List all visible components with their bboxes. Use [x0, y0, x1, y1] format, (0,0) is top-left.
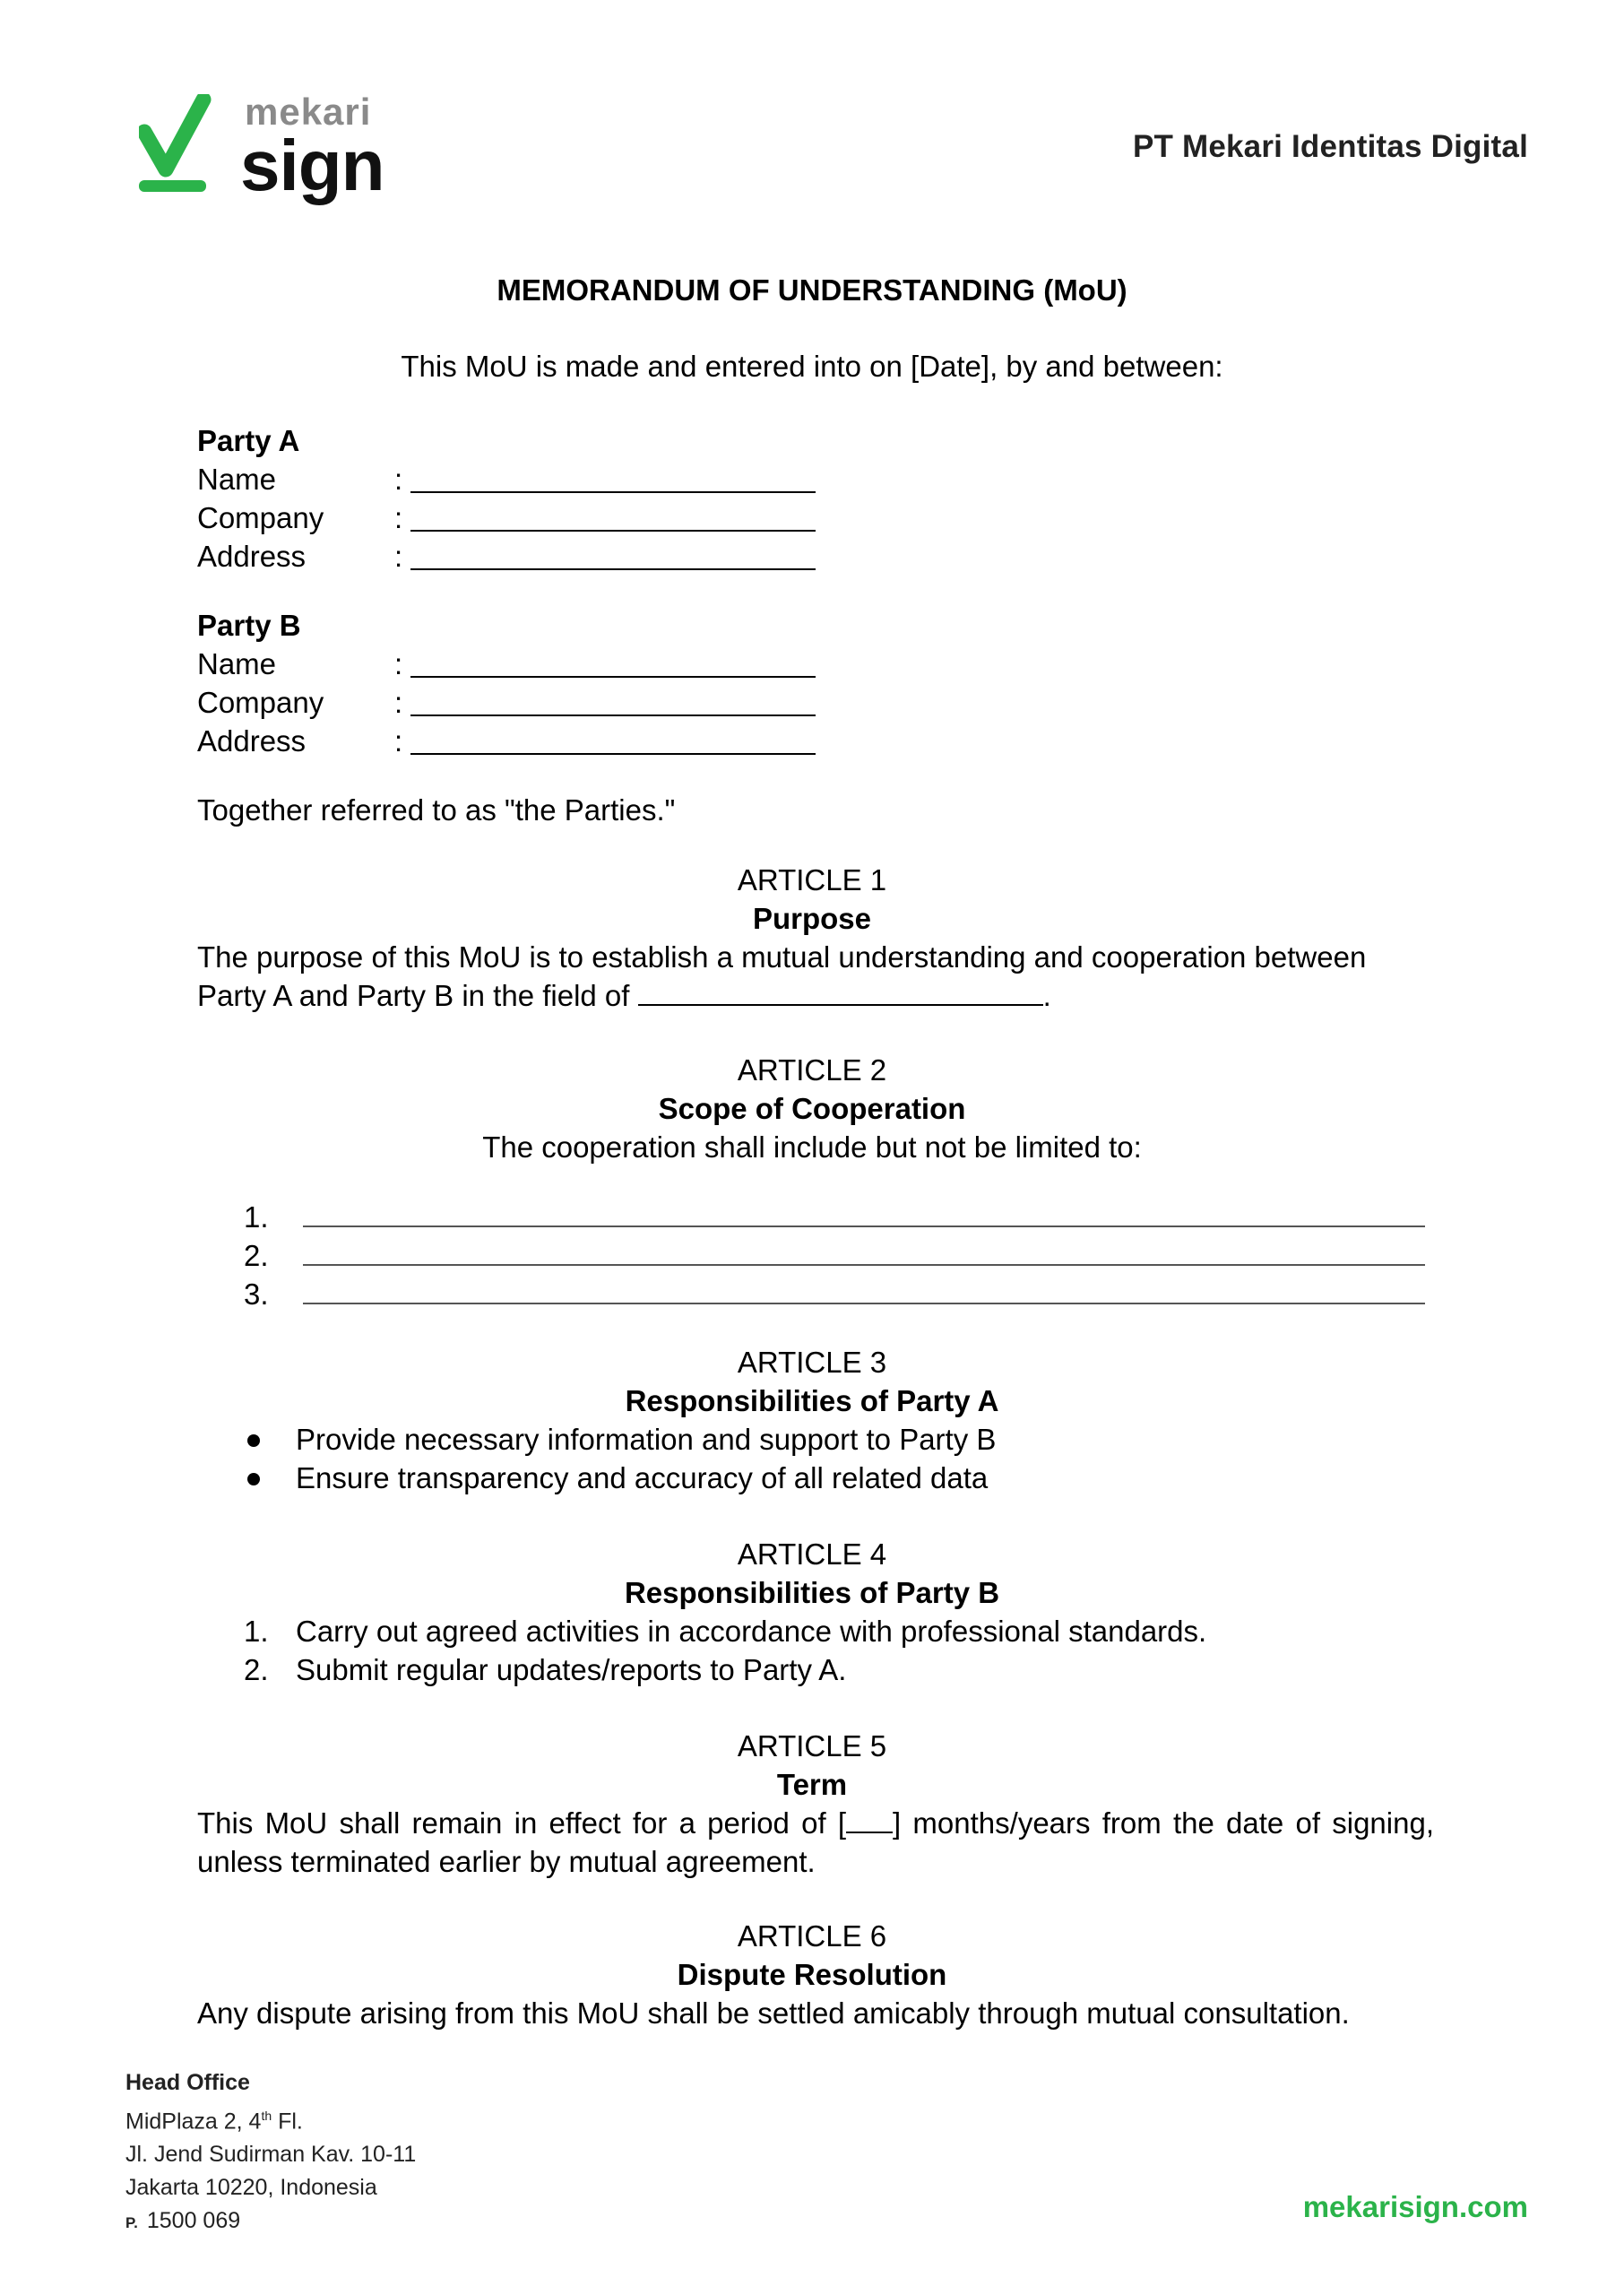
mekari-sign-logo — [139, 91, 408, 220]
party-b-block — [197, 606, 914, 760]
list-item-text: Submit regular updates/reports to Party A. — [296, 1653, 847, 1686]
logo-sign-text: sign — [240, 126, 384, 205]
blank-line — [303, 1264, 1425, 1266]
article-2-header — [0, 1051, 1624, 1166]
field-label: Company — [197, 686, 324, 719]
field-label: Address — [197, 540, 307, 573]
article-heading: Responsibilities of Party A — [625, 1384, 999, 1417]
blank-line — [303, 1225, 1425, 1227]
logo-mekari-text: mekari — [245, 91, 372, 133]
footer-line-1-end: Fl. — [272, 2109, 303, 2135]
footer-line-2: Jl. Jend Sudirman Kav. 10-11 — [125, 2142, 417, 2168]
party-a-company-field — [197, 498, 914, 537]
article-heading: Scope of Cooperation — [658, 1092, 966, 1125]
website-link[interactable]: mekarisign.com — [1302, 2190, 1528, 2223]
article-1-text — [197, 938, 1434, 1015]
list-number: 2. — [244, 1239, 269, 1272]
list-number: 3. — [244, 1277, 269, 1311]
blank-line — [410, 726, 816, 755]
intro-text: This MoU is made and entered into on [Date], by and between: — [401, 350, 1223, 383]
phone-number: 1500 069 — [146, 2208, 241, 2234]
blank-line — [638, 979, 1043, 1006]
blank-line — [410, 649, 816, 678]
phone-prefix: P. — [125, 2214, 138, 2232]
company-name: PT Mekari Identitas Digital — [1132, 129, 1528, 164]
article-1-header — [0, 861, 1624, 938]
article-number: ARTICLE 3 — [737, 1346, 887, 1379]
blank-line — [846, 1806, 893, 1833]
list-item — [244, 1420, 1409, 1459]
footer-line-1-sup: th — [261, 2109, 272, 2123]
article-heading: Term — [776, 1768, 848, 1801]
list-number: 1. — [244, 1615, 269, 1648]
article-number: ARTICLE 2 — [737, 1053, 887, 1087]
footer-address — [125, 2066, 416, 2239]
article-number: ARTICLE 5 — [737, 1729, 887, 1762]
article-6-text: Any dispute arising from this MoU shall be settled amicably through mutual consultation. — [197, 1996, 1350, 2030]
article-4-header — [0, 1535, 1624, 1612]
list-item — [244, 1236, 1427, 1275]
article-5-text-before: This MoU shall remain in effect for a period of [ — [197, 1806, 847, 1840]
blank-line — [410, 464, 816, 493]
field-label: Name — [197, 463, 277, 496]
article-2-text: The cooperation shall include but not be limited to: — [482, 1130, 1142, 1164]
article-number: ARTICLE 6 — [737, 1919, 887, 1953]
field-colon: : — [394, 540, 403, 573]
list-item-text: Ensure transparency and accuracy of all related data — [296, 1461, 989, 1494]
list-item-text: Provide necessary information and support to Party B — [296, 1423, 997, 1456]
article-3-header — [0, 1343, 1624, 1420]
field-colon: : — [394, 647, 403, 680]
field-label: Address — [197, 724, 307, 758]
article-5-header — [0, 1727, 1624, 1804]
article-number: ARTICLE 1 — [737, 863, 887, 896]
article-heading: Responsibilities of Party B — [624, 1576, 1000, 1609]
party-b-title: Party B — [197, 609, 301, 642]
party-a-title: Party A — [197, 424, 300, 457]
article-number: ARTICLE 4 — [737, 1537, 887, 1571]
article-6-header — [0, 1917, 1624, 1994]
list-item — [244, 1612, 1409, 1650]
blank-line — [410, 503, 816, 532]
field-colon: : — [394, 463, 403, 496]
list-item — [244, 1459, 1409, 1497]
footer-phone — [125, 2204, 416, 2239]
article-heading: Dispute Resolution — [677, 1958, 947, 1991]
list-item — [244, 1198, 1427, 1236]
field-label: Name — [197, 647, 277, 680]
field-colon: : — [394, 501, 403, 534]
article-heading: Purpose — [752, 902, 872, 935]
footer-title: Head Office — [125, 2070, 250, 2095]
bullet-icon — [247, 1434, 260, 1447]
footer-line-1 — [125, 2100, 416, 2138]
party-b-address-field — [197, 722, 914, 760]
party-a-block — [197, 421, 914, 576]
footer-line-1-main: MidPlaza 2, 4 — [125, 2109, 262, 2135]
list-number: 2. — [244, 1653, 269, 1686]
field-colon: : — [394, 686, 403, 719]
bullet-icon — [247, 1473, 260, 1485]
field-colon: : — [394, 724, 403, 758]
document-title: MEMORANDUM OF UNDERSTANDING (MoU) — [497, 273, 1127, 307]
article-5-text-after: ] months/years from the date of signing, unless terminated earlier by mutual agreement. — [197, 1806, 1434, 1878]
list-item — [244, 1275, 1427, 1313]
blank-line — [410, 541, 816, 570]
list-number: 1. — [244, 1200, 269, 1234]
party-b-name-field — [197, 645, 914, 683]
party-b-company-field — [197, 683, 914, 722]
blank-line — [303, 1303, 1425, 1304]
article-5-text — [197, 1804, 1434, 1881]
party-a-address-field — [197, 537, 914, 576]
article-1-text-before: The purpose of this MoU is to establish a mutual understanding and cooperation between Party A and Party B in the field of — [197, 940, 1367, 1012]
blank-line — [410, 688, 816, 716]
footer-line-3: Jakarta 10220, Indonesia — [125, 2175, 377, 2201]
party-a-name-field — [197, 460, 914, 498]
field-label: Company — [197, 501, 324, 534]
list-item — [244, 1650, 1409, 1689]
list-item-text: Carry out agreed activities in accordance with professional standards. — [296, 1615, 1207, 1648]
article-1-text-after: . — [1042, 979, 1051, 1012]
parties-note: Together referred to as "the Parties." — [197, 793, 676, 827]
